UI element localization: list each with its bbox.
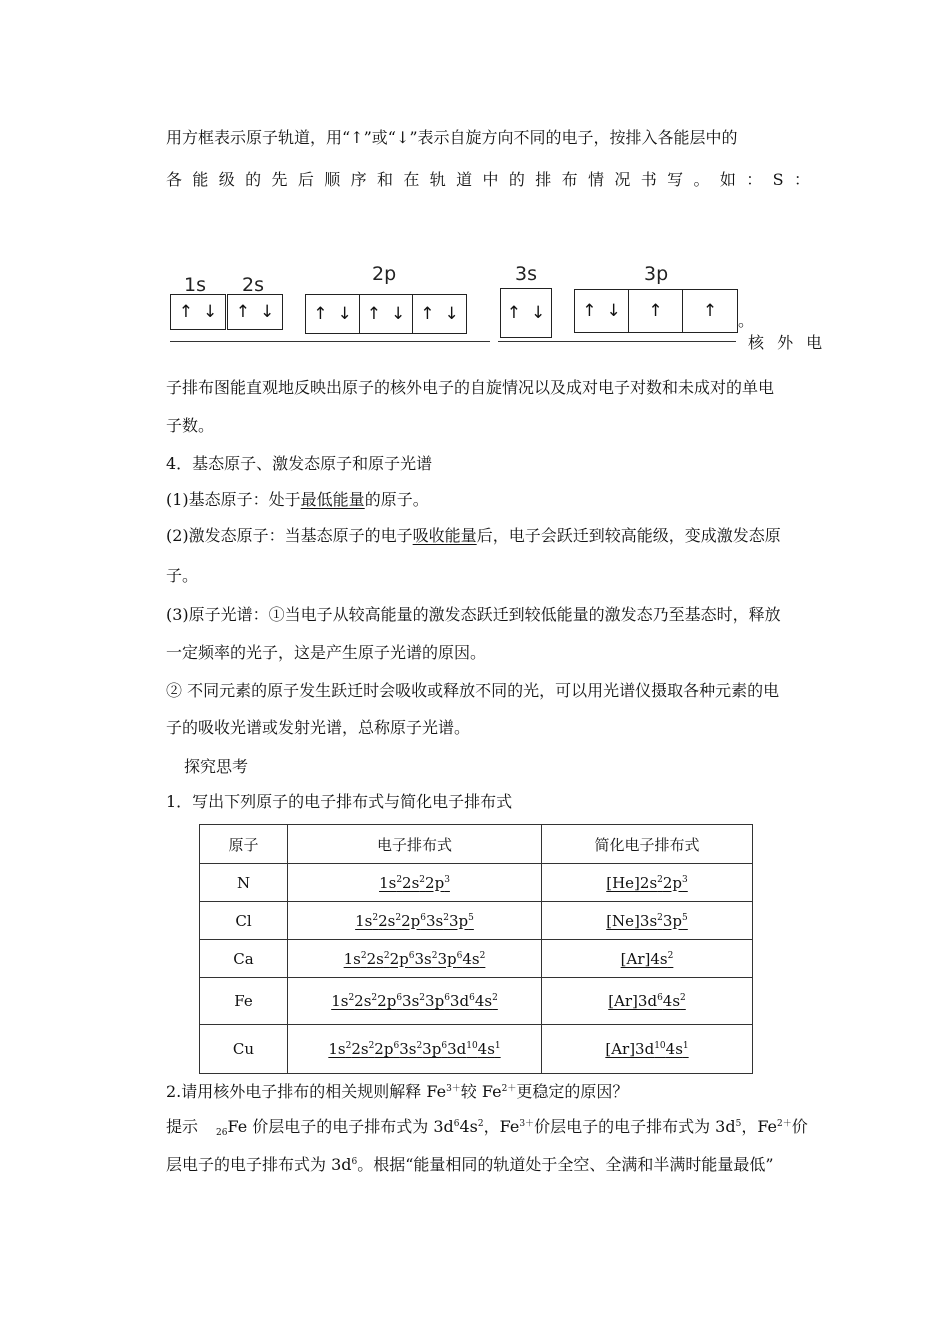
para1-line2-char: 级 xyxy=(218,170,235,189)
orbital-1s xyxy=(170,294,226,330)
formula: $[Ne]3s^23p^5$ xyxy=(606,911,688,930)
orbital-box xyxy=(575,290,629,332)
q2-mid: 较 Fe xyxy=(460,1082,502,1101)
section4-item3-line4: 子的吸收光谱或发射光谱，总称原子光谱。 xyxy=(166,718,471,737)
label-3s: 3s xyxy=(515,263,537,285)
cell-short-config xyxy=(542,902,753,940)
hint-line1 xyxy=(166,1117,810,1137)
cell-atom: Ca xyxy=(200,940,288,978)
hint-s3: 3＋ xyxy=(519,1119,535,1129)
para1-line2-char: 能 xyxy=(192,170,209,189)
para1-line2-char: 顺 xyxy=(324,170,341,189)
para1-line2-char: 序 xyxy=(350,170,367,189)
down-arrow-icon: ↓ xyxy=(606,301,621,321)
para1-line2-char: S xyxy=(772,170,784,189)
cell-config xyxy=(288,1025,542,1074)
up-arrow-icon: ↑ xyxy=(420,304,435,324)
up-arrow-icon: ↑ xyxy=(313,304,328,324)
formula: $1s^22s^22p^3$ xyxy=(379,873,450,892)
q2-pre: 2.请用核外电子排布的相关规则解释 Fe xyxy=(166,1082,447,1101)
para1-line2-char: 轨 xyxy=(429,170,446,189)
para1-line2 xyxy=(166,170,810,190)
orbital-box xyxy=(306,295,360,333)
hint-t2: 4s xyxy=(459,1117,478,1136)
section4-item3-line2: 一定频率的光子，这是产生原子光谱的原因。 xyxy=(166,643,487,662)
orbital-box xyxy=(171,295,225,329)
formula: $1s^22s^22p^63s^23p^63d^64s^2$ xyxy=(331,992,498,1010)
down-arrow-icon: ↓ xyxy=(444,304,459,324)
orbital-3p xyxy=(574,289,738,333)
para1-line2-char: 的 xyxy=(508,170,525,189)
orbital-box xyxy=(413,295,466,333)
cell-short-config xyxy=(542,864,753,902)
para1-line2-char: 道 xyxy=(456,170,473,189)
para1-line2-char: 的 xyxy=(245,170,262,189)
item1-underlined: 最低能量 xyxy=(300,490,365,509)
para1-line2-char: ： xyxy=(793,170,810,189)
up-arrow-icon: ↑ xyxy=(366,304,381,324)
hint-t6: 价 xyxy=(791,1117,808,1136)
section4-item2 xyxy=(166,526,810,546)
down-arrow-icon: ↓ xyxy=(260,302,275,322)
header-config: 电子排布式 xyxy=(288,825,542,864)
para1-line2-char: 排 xyxy=(535,170,552,189)
para1-line2-char: 情 xyxy=(588,170,605,189)
formula: $[He]2s^22p^3$ xyxy=(606,873,688,892)
cell-config xyxy=(288,978,542,1025)
down-arrow-icon: ↓ xyxy=(391,304,406,324)
table-row xyxy=(200,864,753,902)
label-1s: 1s xyxy=(184,274,206,296)
orbital-box xyxy=(629,290,683,332)
cell-short-config xyxy=(542,978,753,1025)
orbital-box xyxy=(228,295,282,329)
cell-short-config xyxy=(542,940,753,978)
section4-item1 xyxy=(166,490,810,510)
table-row xyxy=(200,1025,753,1074)
hint-s2: 2 xyxy=(477,1119,484,1129)
down-arrow-icon: ↓ xyxy=(531,303,546,323)
up-arrow-icon: ↑ xyxy=(648,301,663,321)
orbital-box xyxy=(501,289,551,337)
orbital-2s xyxy=(227,294,283,330)
up-arrow-icon: ↑ xyxy=(582,301,597,321)
formula: $1s^22s^22p^63s^23p^5$ xyxy=(355,911,474,930)
cell-atom: N xyxy=(200,864,288,902)
electron-config-table xyxy=(199,824,753,1074)
down-arrow-icon: ↓ xyxy=(203,302,218,322)
hint-s5: 2＋ xyxy=(777,1119,792,1129)
para1-line1: 用方框表示原子轨道，用“↑”或“↓”表示自旋方向不同的电子，按排入各能层中的 xyxy=(166,128,738,147)
label-3p: 3p xyxy=(644,263,669,285)
up-arrow-icon: ↑ xyxy=(235,302,250,322)
hint-label: 提示 xyxy=(166,1117,199,1136)
item1-post: 的原子。 xyxy=(364,490,429,509)
section4-item3-line3: ② 不同元素的原子发生跃迁时会吸收或释放不同的光，可以用光谱仪摄取各种元素的电 xyxy=(166,681,780,700)
orbital-2p xyxy=(305,294,467,334)
formula: $1s^22s^22p^63s^23p^64s^2$ xyxy=(343,949,486,968)
hint-line2-post: 。根据“能量相同的轨道处于全空、全满和半满时能量最低” xyxy=(357,1155,774,1174)
item2-underlined: 吸收能量 xyxy=(412,526,477,545)
para1-line2-char: 书 xyxy=(640,170,657,189)
explore-q1: 1．写出下列原子的电子排布式与简化电子排布式 xyxy=(166,792,513,811)
section4-item2-line2: 子。 xyxy=(166,566,199,585)
para1-line2-char: 况 xyxy=(614,170,631,189)
formula: $[Ar]3d^64s^2$ xyxy=(608,992,686,1010)
para1-line2-char: 和 xyxy=(377,170,394,189)
cell-short-config xyxy=(542,1025,753,1074)
orbital-box xyxy=(360,295,413,333)
para1-line2-char: 写 xyxy=(667,170,684,189)
cell-config xyxy=(288,902,542,940)
item2-pre: (2)激发态原子：当基态原子的电子 xyxy=(166,526,413,545)
underline-rule xyxy=(498,341,736,342)
hint-s4: 5 xyxy=(735,1119,742,1129)
table-header-row xyxy=(200,825,753,864)
formula: $[Ar]4s^2$ xyxy=(620,949,674,968)
up-arrow-icon: ↑ xyxy=(178,302,193,322)
cell-atom: Cl xyxy=(200,902,288,940)
para1-line2-char: 。 xyxy=(693,170,710,189)
item1-pre: (1)基态原子：处于 xyxy=(166,490,301,509)
para2-line2: 子数。 xyxy=(166,416,215,435)
para1-line2-char: ： xyxy=(746,170,763,189)
cell-atom: Cu xyxy=(200,1025,288,1074)
hint-line2 xyxy=(166,1155,810,1175)
q2-sup1: 3＋ xyxy=(446,1084,461,1094)
hint-line2-sup: 6 xyxy=(351,1157,358,1167)
para1-line2-char: 各 xyxy=(166,170,183,189)
table-row xyxy=(200,940,753,978)
label-2p: 2p xyxy=(372,263,397,285)
hint-t1: Fe 价层电子的电子排布式为 3d xyxy=(227,1117,454,1136)
q2-post: 更稳定的原因？ xyxy=(516,1082,629,1101)
header-atom: 原子 xyxy=(200,825,288,864)
para1-line2-char: 布 xyxy=(561,170,578,189)
down-arrow-icon: ↓ xyxy=(337,304,352,324)
q2-sup2: 2＋ xyxy=(501,1084,517,1094)
hint-t3: ，Fe xyxy=(483,1117,520,1136)
para1-line2-char: 如 xyxy=(719,170,736,189)
header-short-config: 简化电子排布式 xyxy=(542,825,753,864)
trailing-text: 核 外 电 xyxy=(748,333,827,352)
para1-line2-char: 先 xyxy=(271,170,288,189)
cell-config xyxy=(288,864,542,902)
para1-line2-char: 中 xyxy=(482,170,499,189)
cell-atom: Fe xyxy=(200,978,288,1025)
explore-q2 xyxy=(166,1082,810,1102)
para2-line1: 子排布图能直观地反映出原子的核外电子的自旋情况以及成对电子对数和未成对的单电 xyxy=(166,378,775,397)
end-mark: 。 xyxy=(738,311,755,330)
orbital-3s xyxy=(500,288,552,338)
hint-sub: 26 xyxy=(216,1128,228,1138)
formula: $1s^22s^22p^63s^23p^63d^{10}4s^1$ xyxy=(328,1040,501,1058)
para1-line2-char: 后 xyxy=(297,170,314,189)
hint-t4: 价层电子的电子排布式为 3d xyxy=(534,1117,736,1136)
cell-config xyxy=(288,940,542,978)
item2-post: 后，电子会跃迁到较高能级，变成激发态原 xyxy=(476,526,781,545)
formula: $[Ar]3d^{10}4s^1$ xyxy=(605,1040,689,1058)
hint-t5: ，Fe xyxy=(741,1117,778,1136)
up-arrow-icon: ↑ xyxy=(506,303,521,323)
section4-heading: 4．基态原子、激发态原子和原子光谱 xyxy=(166,454,433,473)
table-row xyxy=(200,978,753,1025)
hint-s1: 6 xyxy=(453,1119,460,1129)
section4-item3-line1: (3)原子光谱：①当电子从较高能量的激发态跃迁到较低能量的激发态乃至基态时，释放 xyxy=(166,605,781,624)
orbital-box xyxy=(683,290,737,332)
para1-line2-char: 在 xyxy=(403,170,420,189)
hint-line2-pre: 层电子的电子排布式为 3d xyxy=(166,1155,352,1174)
underline-rule xyxy=(170,341,490,342)
explore-title: 探究思考 xyxy=(184,757,249,776)
label-2s: 2s xyxy=(242,274,264,296)
up-arrow-icon: ↑ xyxy=(702,301,718,321)
table-row xyxy=(200,902,753,940)
